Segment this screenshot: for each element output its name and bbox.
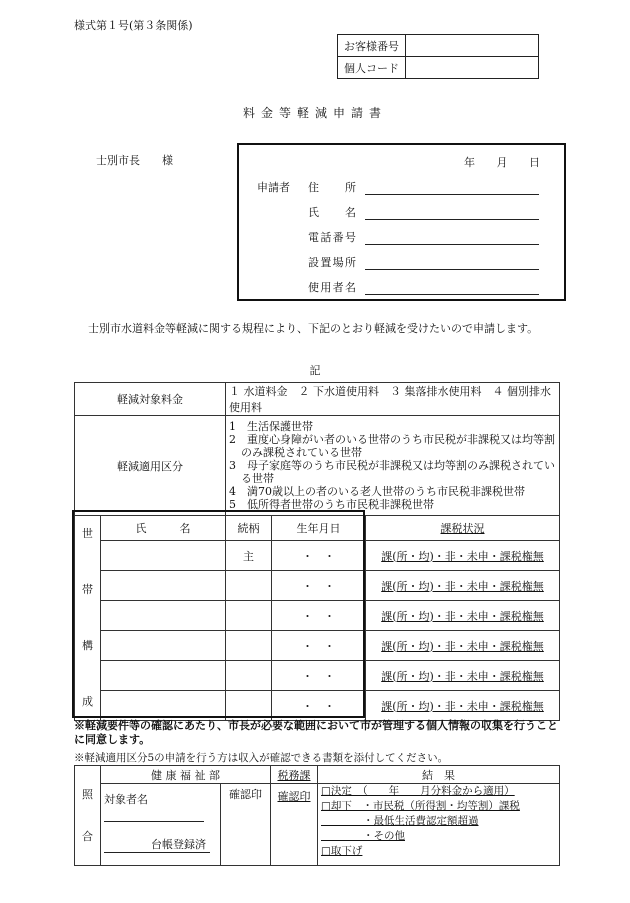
member-tax-status[interactable]: 課(所・均)・非・未申・課税権無 [366,661,560,691]
result-rejection-other[interactable]: ・その他 [321,830,405,842]
household-row [75,661,560,691]
member-birth-field[interactable]: ・ ・ [272,541,366,571]
member-name-field[interactable] [101,571,226,601]
member-name-field[interactable] [101,661,226,691]
phone-field[interactable] [365,244,539,245]
name-label: 氏名 [308,206,356,219]
tax-confirm-stamp-cell[interactable] [271,784,318,866]
member-relation-field[interactable] [226,571,272,601]
location-label: 設置場所 [308,256,356,269]
main-table [74,382,560,721]
health-dept-header: 健 康 福 祉 部 [101,766,271,784]
member-birth-field[interactable]: ・ ・ [272,571,366,601]
date-field[interactable]: 年 月 日 [464,156,540,169]
category-item-2: 2 重度心身障がい者のいる世帯のうち市民税が非課税又は均等割のみ課税されている世帯 [229,433,555,459]
household-row [75,601,560,631]
result-withdrawal[interactable]: □取下げ [321,845,363,857]
applicant-label: 申請者 [257,181,290,194]
member-name-field[interactable] [101,631,226,661]
household-side-label: 世 帯 構 成 [75,516,101,721]
household-row [75,541,560,571]
customer-number-field[interactable] [406,35,539,57]
member-tax-status[interactable]: 課(所・均)・非・未申・課税権無 [366,601,560,631]
tax-dept-header: 税務課 [271,766,318,784]
user-name-label: 使用者名 [308,281,356,294]
user-name-row [239,279,564,297]
member-tax-status[interactable]: 課(所・均)・非・未申・課税権無 [366,631,560,661]
attachment-note: ※軽減適用区分5の申請を行う方は収入が確認できる書類を添付してください。 [74,752,449,764]
confirm-stamp-cell[interactable] [221,784,271,866]
member-relation-field[interactable] [226,601,272,631]
col-birth-header: 生年月日 [272,516,366,541]
category-item-3: 3 母子家庭等のうち市民税が非課税又は均等割のみ課税されている世帯 [229,459,555,485]
col-tax-header: 課税状況 [366,516,560,541]
result-rejection-income[interactable]: ・最低生活費認定額超過 [321,815,479,827]
tax-confirm-stamp-label: 確認印 [277,790,311,803]
category-item-5: 5 低所得者世帯のうち市民税非課税世帯 [229,498,434,511]
member-tax-status[interactable]: 課(所・均)・非・未申・課税権無 [366,571,560,601]
category-item-1: 1 生活保護世帯 [229,420,313,433]
reduction-target-value: １ 水道料金 ２ 下水道使用料 ３ 集落排水使用料 ４ 個別排水使用料 [226,383,560,416]
reduction-category-label: 軽減適用区分 [75,416,226,516]
application-statement: 士別市水道料金等軽減に関する規程により、下記のとおり軽減を受けたいので申請します。 [88,322,539,335]
reduction-target-label: 軽減対象料金 [75,383,226,416]
phone-label: 電話番号 [308,231,356,244]
applicant-box [237,143,566,301]
address-field[interactable] [365,194,539,195]
phone-row [239,229,564,247]
category-item-4: 4 満70歳以上の者のいる老人世帯のうち市民税非課税世帯 [229,485,525,498]
location-field[interactable] [365,269,539,270]
address-label: 住所 [308,181,356,194]
household-row [75,571,560,601]
member-birth-field[interactable]: ・ ・ [272,661,366,691]
ledger-registered: 台帳登録済 [104,836,210,853]
consent-statement: ※軽減要件等の確認にあたり、市長が必要な範囲において市が管理する個人情報の収集を行うことに同意します。 [74,719,558,746]
user-name-field[interactable] [365,294,539,295]
name-field[interactable] [365,219,539,220]
result-header: 結 果 [318,766,560,784]
address-row [239,179,564,197]
reduction-category-list [226,416,560,516]
confirm-stamp-label: 確認印 [229,788,262,801]
addressee: 士別市長 様 [96,154,173,167]
location-row [239,254,564,272]
result-options [318,784,560,866]
member-relation-field[interactable] [226,631,272,661]
target-name-label: 対象者名 [104,793,148,806]
member-tax-status[interactable]: 課(所・均)・非・未申・課税権無 [366,691,560,721]
customer-table [337,34,539,79]
verification-side-label: 照 合 [75,766,101,866]
target-name-cell [101,784,221,866]
household-row [75,691,560,721]
personal-code-label: 個人コード [338,57,406,79]
member-relation-field[interactable] [226,691,272,721]
customer-number-label: お客様番号 [338,35,406,57]
household-row [75,631,560,661]
form-number: 様式第１号(第３条関係) [74,19,193,32]
member-birth-field[interactable]: ・ ・ [272,601,366,631]
col-name-header: 氏 名 [101,516,226,541]
member-name-field[interactable] [101,601,226,631]
member-relation-field[interactable] [226,661,272,691]
member-birth-field[interactable]: ・ ・ [272,631,366,661]
member-birth-field[interactable]: ・ ・ [272,691,366,721]
member-relation-field[interactable]: 主 [226,541,272,571]
member-name-field[interactable] [101,541,226,571]
result-decision[interactable]: □決定 （ 年 月分料金から適用） [321,785,515,797]
result-rejection[interactable]: □却下 ・市民税（所得割・均等割）課税 [321,800,520,812]
ki-heading: 記 [309,364,321,377]
target-name-field[interactable] [104,815,204,822]
form-title: 料金等軽減申請書 [242,106,387,120]
name-row [239,204,564,222]
personal-code-field[interactable] [406,57,539,79]
member-name-field[interactable] [101,691,226,721]
verification-table [74,765,560,866]
col-relation-header: 続柄 [226,516,272,541]
member-tax-status[interactable]: 課(所・均)・非・未申・課税権無 [366,541,560,571]
